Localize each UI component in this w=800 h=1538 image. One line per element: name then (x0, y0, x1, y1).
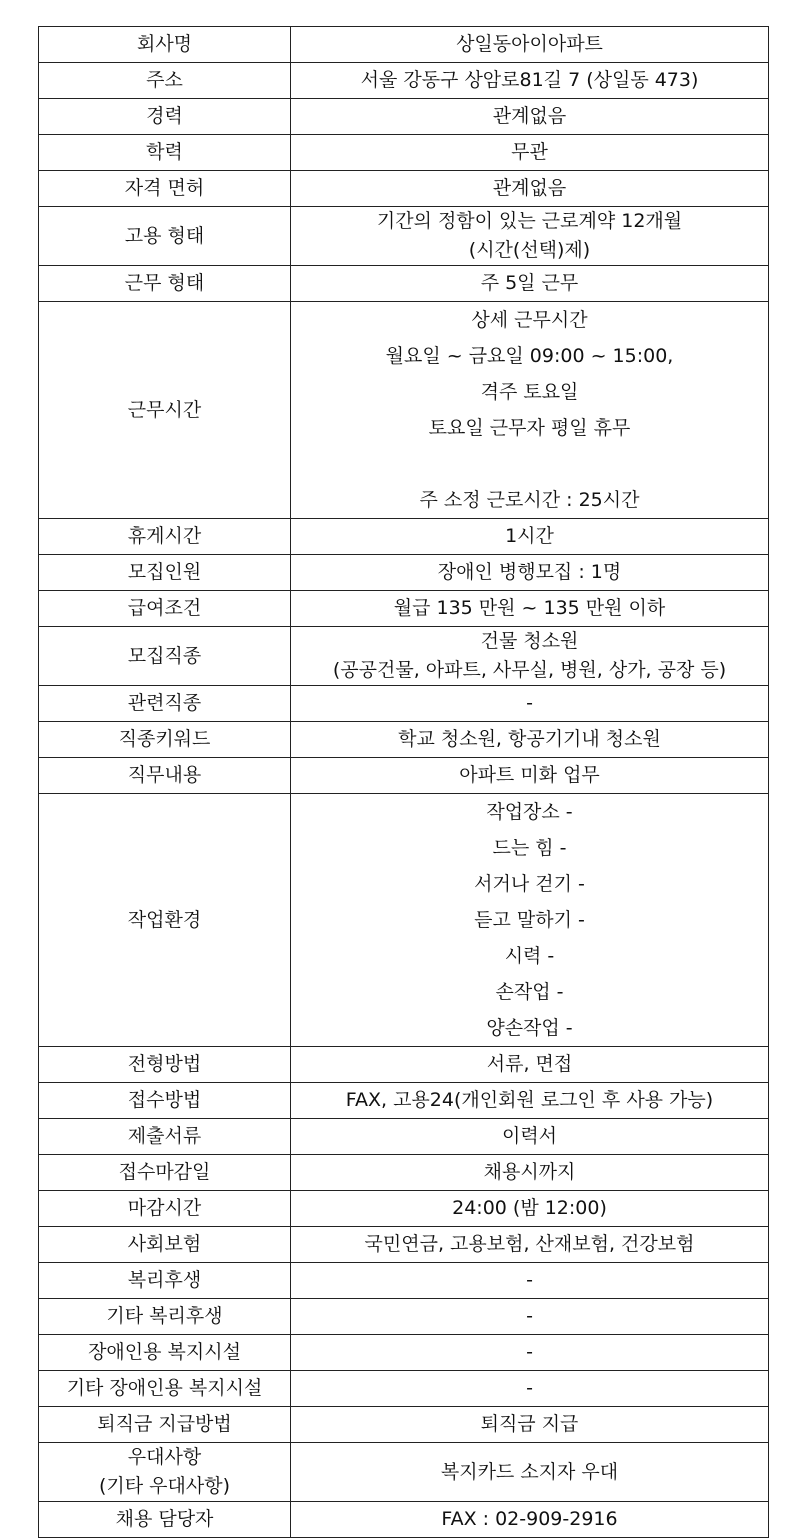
field-value (291, 1047, 769, 1083)
field-value (291, 591, 769, 627)
field-label (39, 63, 291, 99)
field-label (39, 1155, 291, 1191)
table-row (39, 722, 769, 758)
field-value (291, 555, 769, 591)
field-value (291, 1191, 769, 1227)
field-value-line: 건물 청소원 (480, 630, 579, 652)
field-value-line: (공공건물, 아파트, 사무실, 병원, 상가, 공장 등) (332, 659, 727, 681)
field-value-line: 아파트 미화 업무 (459, 764, 600, 786)
field-value (291, 302, 769, 519)
table-row (39, 1443, 769, 1502)
field-label-line: 제출서류 (127, 1125, 202, 1147)
table-row (39, 627, 769, 686)
field-label (39, 686, 291, 722)
field-label-line: 직종키워드 (118, 728, 211, 750)
table-row (39, 591, 769, 627)
field-value (291, 794, 769, 1047)
field-label-line: 마감시간 (127, 1197, 202, 1219)
field-value-line: - (526, 1341, 533, 1363)
field-value-line: 관계없음 (492, 177, 567, 199)
table-row (39, 99, 769, 135)
field-value (291, 519, 769, 555)
field-value-line: - (526, 1305, 533, 1327)
table-row (39, 1083, 769, 1119)
table-row (39, 758, 769, 794)
field-value (291, 758, 769, 794)
table-row (39, 1335, 769, 1371)
field-value (291, 1155, 769, 1191)
job-posting-table (38, 26, 769, 1538)
field-value-line: 드는 힘 - (492, 837, 567, 859)
table-row (39, 135, 769, 171)
field-value-line: - (526, 692, 533, 714)
field-label-line: 학력 (146, 141, 183, 163)
field-value (291, 135, 769, 171)
field-value (291, 627, 769, 686)
table-row (39, 1263, 769, 1299)
field-label-line: 휴게시간 (127, 525, 202, 547)
field-label-line: 전형방법 (127, 1053, 202, 1075)
field-label (39, 1119, 291, 1155)
field-label (39, 1371, 291, 1407)
field-value-line: 주 5일 근무 (480, 272, 579, 294)
field-label (39, 27, 291, 63)
field-value-line: 격주 토요일 (480, 381, 579, 403)
field-label (39, 99, 291, 135)
field-label (39, 135, 291, 171)
field-label (39, 266, 291, 302)
field-label (39, 722, 291, 758)
field-label-line: 근무 형태 (124, 272, 205, 294)
field-value (291, 1371, 769, 1407)
field-label-line: 접수마감일 (118, 1161, 211, 1183)
field-value (291, 1299, 769, 1335)
field-label (39, 1443, 291, 1502)
field-label (39, 1047, 291, 1083)
field-value-line: 복지카드 소지자 우대 (440, 1460, 619, 1483)
field-value-line: 24:00 (밤 12:00) (452, 1197, 607, 1219)
field-value (291, 1335, 769, 1371)
field-label (39, 302, 291, 519)
field-label-line: 관련직종 (127, 692, 202, 714)
field-value (291, 722, 769, 758)
field-label-line: 장애인용 복지시설 (88, 1341, 241, 1363)
field-value-line: 서거나 걷기 - (474, 873, 585, 895)
table-row (39, 171, 769, 207)
table-row (39, 302, 769, 519)
field-label-line: 근무시간 (127, 398, 202, 421)
field-value-line: 1시간 (505, 525, 554, 547)
field-value-line: 양손작업 - (486, 1017, 573, 1039)
field-value-line: (시간(선택)제) (468, 239, 591, 261)
field-value-line: 주 소정 근로시간 : 25시간 (419, 489, 640, 511)
field-label-line: 급여조건 (127, 597, 202, 619)
field-value-line: 상세 근무시간 (471, 309, 588, 331)
blank-line (295, 446, 764, 482)
field-value-line: 작업장소 - (486, 801, 573, 823)
table-row (39, 686, 769, 722)
field-label (39, 1502, 291, 1538)
field-value (291, 1443, 769, 1502)
field-value-line: 듣고 말하기 - (474, 909, 585, 931)
field-label-line: 작업환경 (127, 908, 202, 931)
field-label-line: 기타 복리후생 (106, 1305, 223, 1327)
field-label (39, 171, 291, 207)
field-label-line: 모집인원 (127, 561, 202, 583)
field-label (39, 1407, 291, 1443)
field-value (291, 207, 769, 266)
field-label (39, 519, 291, 555)
job-posting-rows (39, 27, 769, 1538)
field-value-line: - (526, 1377, 533, 1399)
table-row (39, 1155, 769, 1191)
field-label-line: 모집직종 (127, 644, 202, 667)
field-value (291, 1227, 769, 1263)
field-value-line: 이력서 (501, 1125, 558, 1147)
table-row (39, 1227, 769, 1263)
field-value-line: - (526, 1269, 533, 1291)
field-value (291, 1263, 769, 1299)
field-label (39, 1191, 291, 1227)
table-row (39, 519, 769, 555)
field-value (291, 63, 769, 99)
field-value (291, 686, 769, 722)
table-row (39, 1502, 769, 1538)
table-row (39, 794, 769, 1047)
field-value (291, 1502, 769, 1538)
field-label (39, 555, 291, 591)
field-value-line: 국민연금, 고용보험, 산재보험, 건강보험 (364, 1233, 695, 1255)
field-label-line: 주소 (146, 69, 183, 91)
table-row (39, 1047, 769, 1083)
table-row (39, 63, 769, 99)
table-row (39, 555, 769, 591)
field-value-line: 관계없음 (492, 105, 567, 127)
table-row (39, 1371, 769, 1407)
field-label (39, 1083, 291, 1119)
field-label-line: 경력 (146, 105, 183, 127)
field-value-line: 손작업 - (495, 981, 564, 1003)
table-row (39, 207, 769, 266)
field-value-line: 채용시까지 (483, 1161, 576, 1183)
field-value-line: 서류, 면접 (486, 1053, 573, 1075)
field-label (39, 758, 291, 794)
field-label-line: (기타 우대사항) (99, 1475, 230, 1497)
field-value-line: 무관 (511, 141, 548, 163)
table-row (39, 27, 769, 63)
field-value-line: 월급 135 만원 ~ 135 만원 이하 (393, 597, 666, 619)
table-row (39, 1299, 769, 1335)
field-value (291, 171, 769, 207)
field-value-line: FAX, 고용24(개인회원 로그인 후 사용 가능) (345, 1089, 714, 1111)
field-label-line: 회사명 (136, 33, 193, 55)
field-label (39, 627, 291, 686)
field-value-line: 토요일 근무자 평일 휴무 (428, 417, 631, 439)
field-label-line: 채용 담당자 (115, 1508, 214, 1530)
field-value (291, 266, 769, 302)
field-value (291, 27, 769, 63)
field-value-line: 상일동아이아파트 (456, 33, 603, 55)
table-row (39, 266, 769, 302)
field-label-line: 사회보험 (127, 1233, 202, 1255)
field-value-line: 학교 청소원, 항공기기내 청소원 (398, 728, 661, 750)
field-label (39, 591, 291, 627)
field-label-line: 접수방법 (127, 1089, 202, 1111)
field-label (39, 1335, 291, 1371)
field-value-line: 서울 강동구 상암로81길 7 (상일동 473) (360, 69, 699, 91)
table-row (39, 1119, 769, 1155)
field-label-line: 복리후생 (127, 1269, 202, 1291)
field-label-line: 퇴직금 지급방법 (97, 1413, 232, 1435)
field-label (39, 1299, 291, 1335)
field-label-line: 우대사항 (127, 1446, 202, 1468)
field-label-line: 고용 형태 (124, 224, 205, 247)
field-value-line: 장애인 병행모집 : 1명 (437, 561, 622, 583)
field-value-line: 시력 - (504, 945, 555, 967)
table-row (39, 1407, 769, 1443)
field-value-line: FAX : 02-909-2916 (441, 1508, 618, 1530)
field-label-line: 자격 면허 (124, 177, 205, 199)
field-value-line: 월요일 ~ 금요일 09:00 ~ 15:00, (385, 345, 674, 367)
field-label (39, 1227, 291, 1263)
field-label (39, 794, 291, 1047)
field-label (39, 1263, 291, 1299)
field-value (291, 99, 769, 135)
field-label-line: 기타 장애인용 복지시설 (66, 1377, 263, 1399)
field-label (39, 207, 291, 266)
field-value (291, 1083, 769, 1119)
field-value (291, 1119, 769, 1155)
field-label-line: 직무내용 (127, 764, 202, 786)
field-value-line: 기간의 정함이 있는 근로계약 12개월 (376, 210, 683, 232)
table-row (39, 1191, 769, 1227)
field-value (291, 1407, 769, 1443)
field-value-line: 퇴직금 지급 (480, 1413, 579, 1435)
